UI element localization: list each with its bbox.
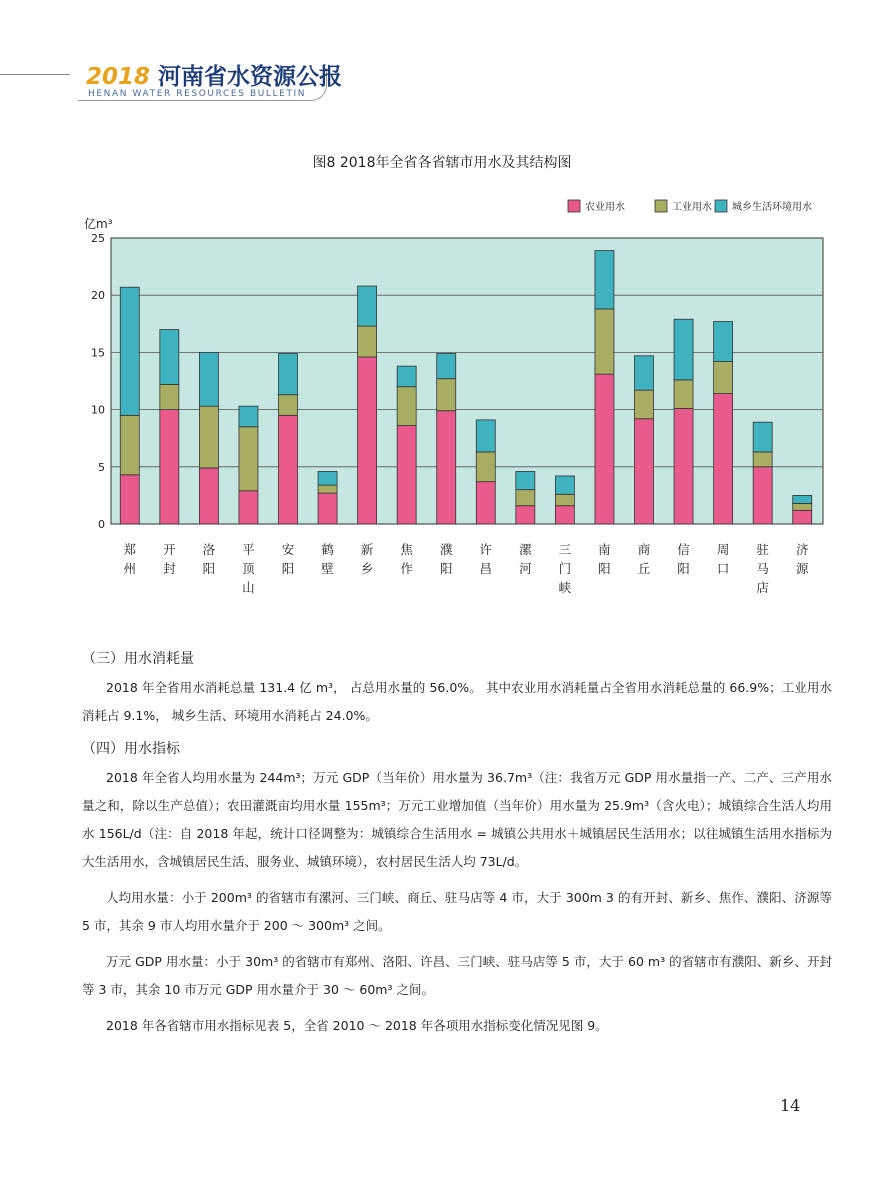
section4-paragraph-1: 2018 年全省人均用水量为 244m³；万元 GDP（当年价）用水量为 36.7m³（注：我省万元 GDP 用水量指一产、二产、三产用水量之和，除以生产总值）；农田灌溉亩均用水量 155m³；万元工业增加值（当年价）用水量为 25.9m³（含火电）；城镇综合生活人均用水 156L/d（注：自 2018 年起，统计口径调整为：城镇综合生活用水 = 城镇公共用水＋城镇居民生活用水；以往城镇生活用水指标为大生活用水，含城镇居民生活、服务业、城镇环境），农村居民生活人均 73L/d。 [82, 770, 832, 869]
bulletin-subtitle: HENAN WATER RESOURCES BULLETIN [88, 89, 307, 99]
x-tick-label: 昌 [479, 561, 493, 576]
y-tick-label: 15 [91, 346, 105, 360]
x-tick-label: 作 [400, 561, 413, 576]
bar-segment [635, 390, 654, 419]
x-tick-label: 济 [795, 542, 809, 557]
x-tick-label: 顶 [242, 561, 255, 576]
bar-segment [199, 352, 218, 406]
bulletin-year: 2018 [86, 64, 151, 90]
x-tick-label: 乡 [360, 561, 374, 576]
x-tick-label: 壁 [321, 561, 334, 576]
y-tick-label: 0 [98, 518, 105, 531]
x-tick-label: 门 [558, 561, 572, 576]
bar-segment [358, 286, 377, 326]
bar-segment [437, 411, 456, 524]
bar-segment [674, 319, 693, 380]
bar-segment [674, 408, 693, 524]
x-tick-label: 洛 [202, 542, 216, 557]
bar-segment [239, 427, 258, 491]
x-tick-label: 丘 [637, 561, 651, 576]
legend-label: 农业用水 [585, 202, 625, 213]
y-tick-label: 20 [91, 289, 105, 303]
x-tick-label: 封 [163, 561, 176, 576]
x-tick-label: 周 [716, 542, 730, 557]
bar-segment [279, 415, 298, 524]
x-tick-label: 阳 [439, 561, 453, 576]
x-tick-label: 州 [123, 561, 137, 576]
bar-segment [714, 322, 733, 362]
bar-segment [476, 482, 495, 524]
bulletin-title [86, 58, 342, 91]
bar-segment [160, 384, 179, 409]
legend-swatch [655, 200, 667, 212]
x-tick-label: 阳 [598, 561, 611, 576]
x-tick-label: 驻 [756, 542, 769, 557]
bar-segment [358, 326, 377, 357]
bar-segment [397, 366, 416, 387]
section3-paragraph: 2018 年全省用水消耗总量 131.4 亿 m³， 占总用水量的 56.0%。 其中农业用水消耗量占全省用水消耗总量的 66.9%；工业用水消耗占 9.1%， 城乡生活、环境用水消耗占 24.0%。 [82, 680, 832, 723]
bar-segment [635, 419, 654, 524]
bar-segment [516, 506, 535, 524]
bar-segment [674, 380, 693, 409]
x-tick-label: 商 [637, 542, 651, 557]
bar-segment [239, 406, 258, 427]
bar-segment [160, 330, 179, 385]
x-tick-label: 焦 [400, 542, 413, 557]
y-axis-label: 亿m³ [84, 217, 113, 231]
bar-segment [476, 452, 495, 482]
bar-segment [318, 471, 337, 485]
bar-segment [397, 387, 416, 426]
page-number: 14 [780, 1096, 801, 1115]
x-tick-label: 南 [598, 542, 611, 557]
bar-segment [358, 357, 377, 524]
figure-title: 图8 2018年全省各省辖市用水及其结构图 [312, 155, 572, 171]
section4-paragraph-3: 万元 GDP 用水量：小于 30m³ 的省辖市有郑州、洛阳、许昌、三门峡、驻马店等 5 市，大于 60 m³ 的省辖市有濮阳、新乡、开封等 3 市，其余 10 市万元 GDP 用水量介于 30 ～ 60m³ 之间。 [82, 954, 832, 997]
x-tick-label: 濮 [439, 542, 453, 557]
bar-segment [595, 374, 614, 524]
x-tick-label: 阳 [677, 561, 690, 576]
x-tick-label: 马 [756, 561, 769, 576]
bar-segment [753, 452, 772, 467]
x-tick-label: 新 [360, 542, 374, 557]
bar-segment [437, 354, 456, 379]
bar-segment [120, 287, 139, 415]
bar-segment [199, 406, 218, 468]
section4-paragraph-4: 2018 年各省辖市用水指标见表 5，全省 2010 ～ 2018 年各项用水指标变化情况见图 9。 [106, 1018, 608, 1033]
x-tick-label: 安 [281, 542, 295, 557]
x-tick-label: 河 [519, 561, 532, 576]
bar-segment [793, 510, 812, 524]
bar-segment [753, 422, 772, 452]
water-use-chart [78, 192, 838, 612]
bar-segment [397, 426, 416, 524]
x-tick-label: 漯 [519, 542, 532, 557]
x-tick-label: 郑 [123, 542, 137, 557]
x-tick-label: 店 [756, 580, 769, 595]
x-tick-label: 峡 [558, 580, 572, 595]
x-tick-label: 山 [242, 580, 255, 595]
bar-segment [318, 485, 337, 493]
y-tick-label: 10 [91, 403, 105, 417]
bar-segment [714, 394, 733, 524]
section3-heading: （三）用水消耗量 [82, 651, 194, 667]
x-tick-label: 源 [795, 561, 809, 576]
x-tick-label: 口 [716, 561, 730, 576]
x-tick-label: 阳 [202, 561, 216, 576]
bulletin-name: 河南省水资源公报 [158, 64, 343, 90]
bar-segment [160, 410, 179, 524]
bar-segment [437, 379, 456, 411]
bar-segment [714, 362, 733, 394]
bar-segment [516, 490, 535, 506]
bar-segment [279, 395, 298, 416]
bar-segment [199, 468, 218, 524]
bar-segment [555, 506, 574, 524]
legend-label: 城乡生活环境用水 [732, 202, 812, 213]
legend-label: 工业用水 [672, 202, 712, 213]
chart-svg [78, 192, 838, 612]
bulletin-header [0, 58, 884, 118]
bar-segment [595, 251, 614, 309]
bar-segment [279, 354, 298, 395]
bar-segment [120, 415, 139, 474]
bar-segment [753, 467, 772, 524]
bar-segment [476, 420, 495, 452]
x-tick-label: 三 [558, 542, 572, 557]
bar-segment [555, 494, 574, 505]
header-rule [0, 74, 70, 75]
bar-segment [318, 493, 337, 524]
bar-segment [793, 495, 812, 503]
legend-swatch [568, 200, 580, 212]
bar-segment [595, 309, 614, 374]
bar-segment [793, 503, 812, 510]
x-tick-label: 信 [677, 542, 690, 557]
legend-swatch [715, 200, 727, 212]
x-tick-label: 开 [163, 542, 176, 557]
bar-segment [120, 475, 139, 524]
section4-heading: （四）用水指标 [82, 741, 180, 757]
x-tick-label: 阳 [281, 561, 295, 576]
x-tick-label: 鹤 [321, 542, 334, 557]
x-tick-label: 许 [479, 542, 493, 557]
bar-segment [516, 471, 535, 489]
section4-paragraph-2: 人均用水量：小于 200m³ 的省辖市有漯河、三门峡、商丘、驻马店等 4 市，大于 300m 3 的有开封、新乡、焦作、濮阳、济源等 5 市，其余 9 市人均用水量介于 200 ～ 300m³ 之间。 [82, 890, 832, 933]
bar-segment [555, 476, 574, 494]
bar-segment [239, 491, 258, 524]
bar-segment [635, 356, 654, 390]
x-tick-label: 平 [242, 542, 255, 557]
y-tick-label: 5 [98, 460, 105, 474]
y-tick-label: 25 [91, 232, 105, 245]
